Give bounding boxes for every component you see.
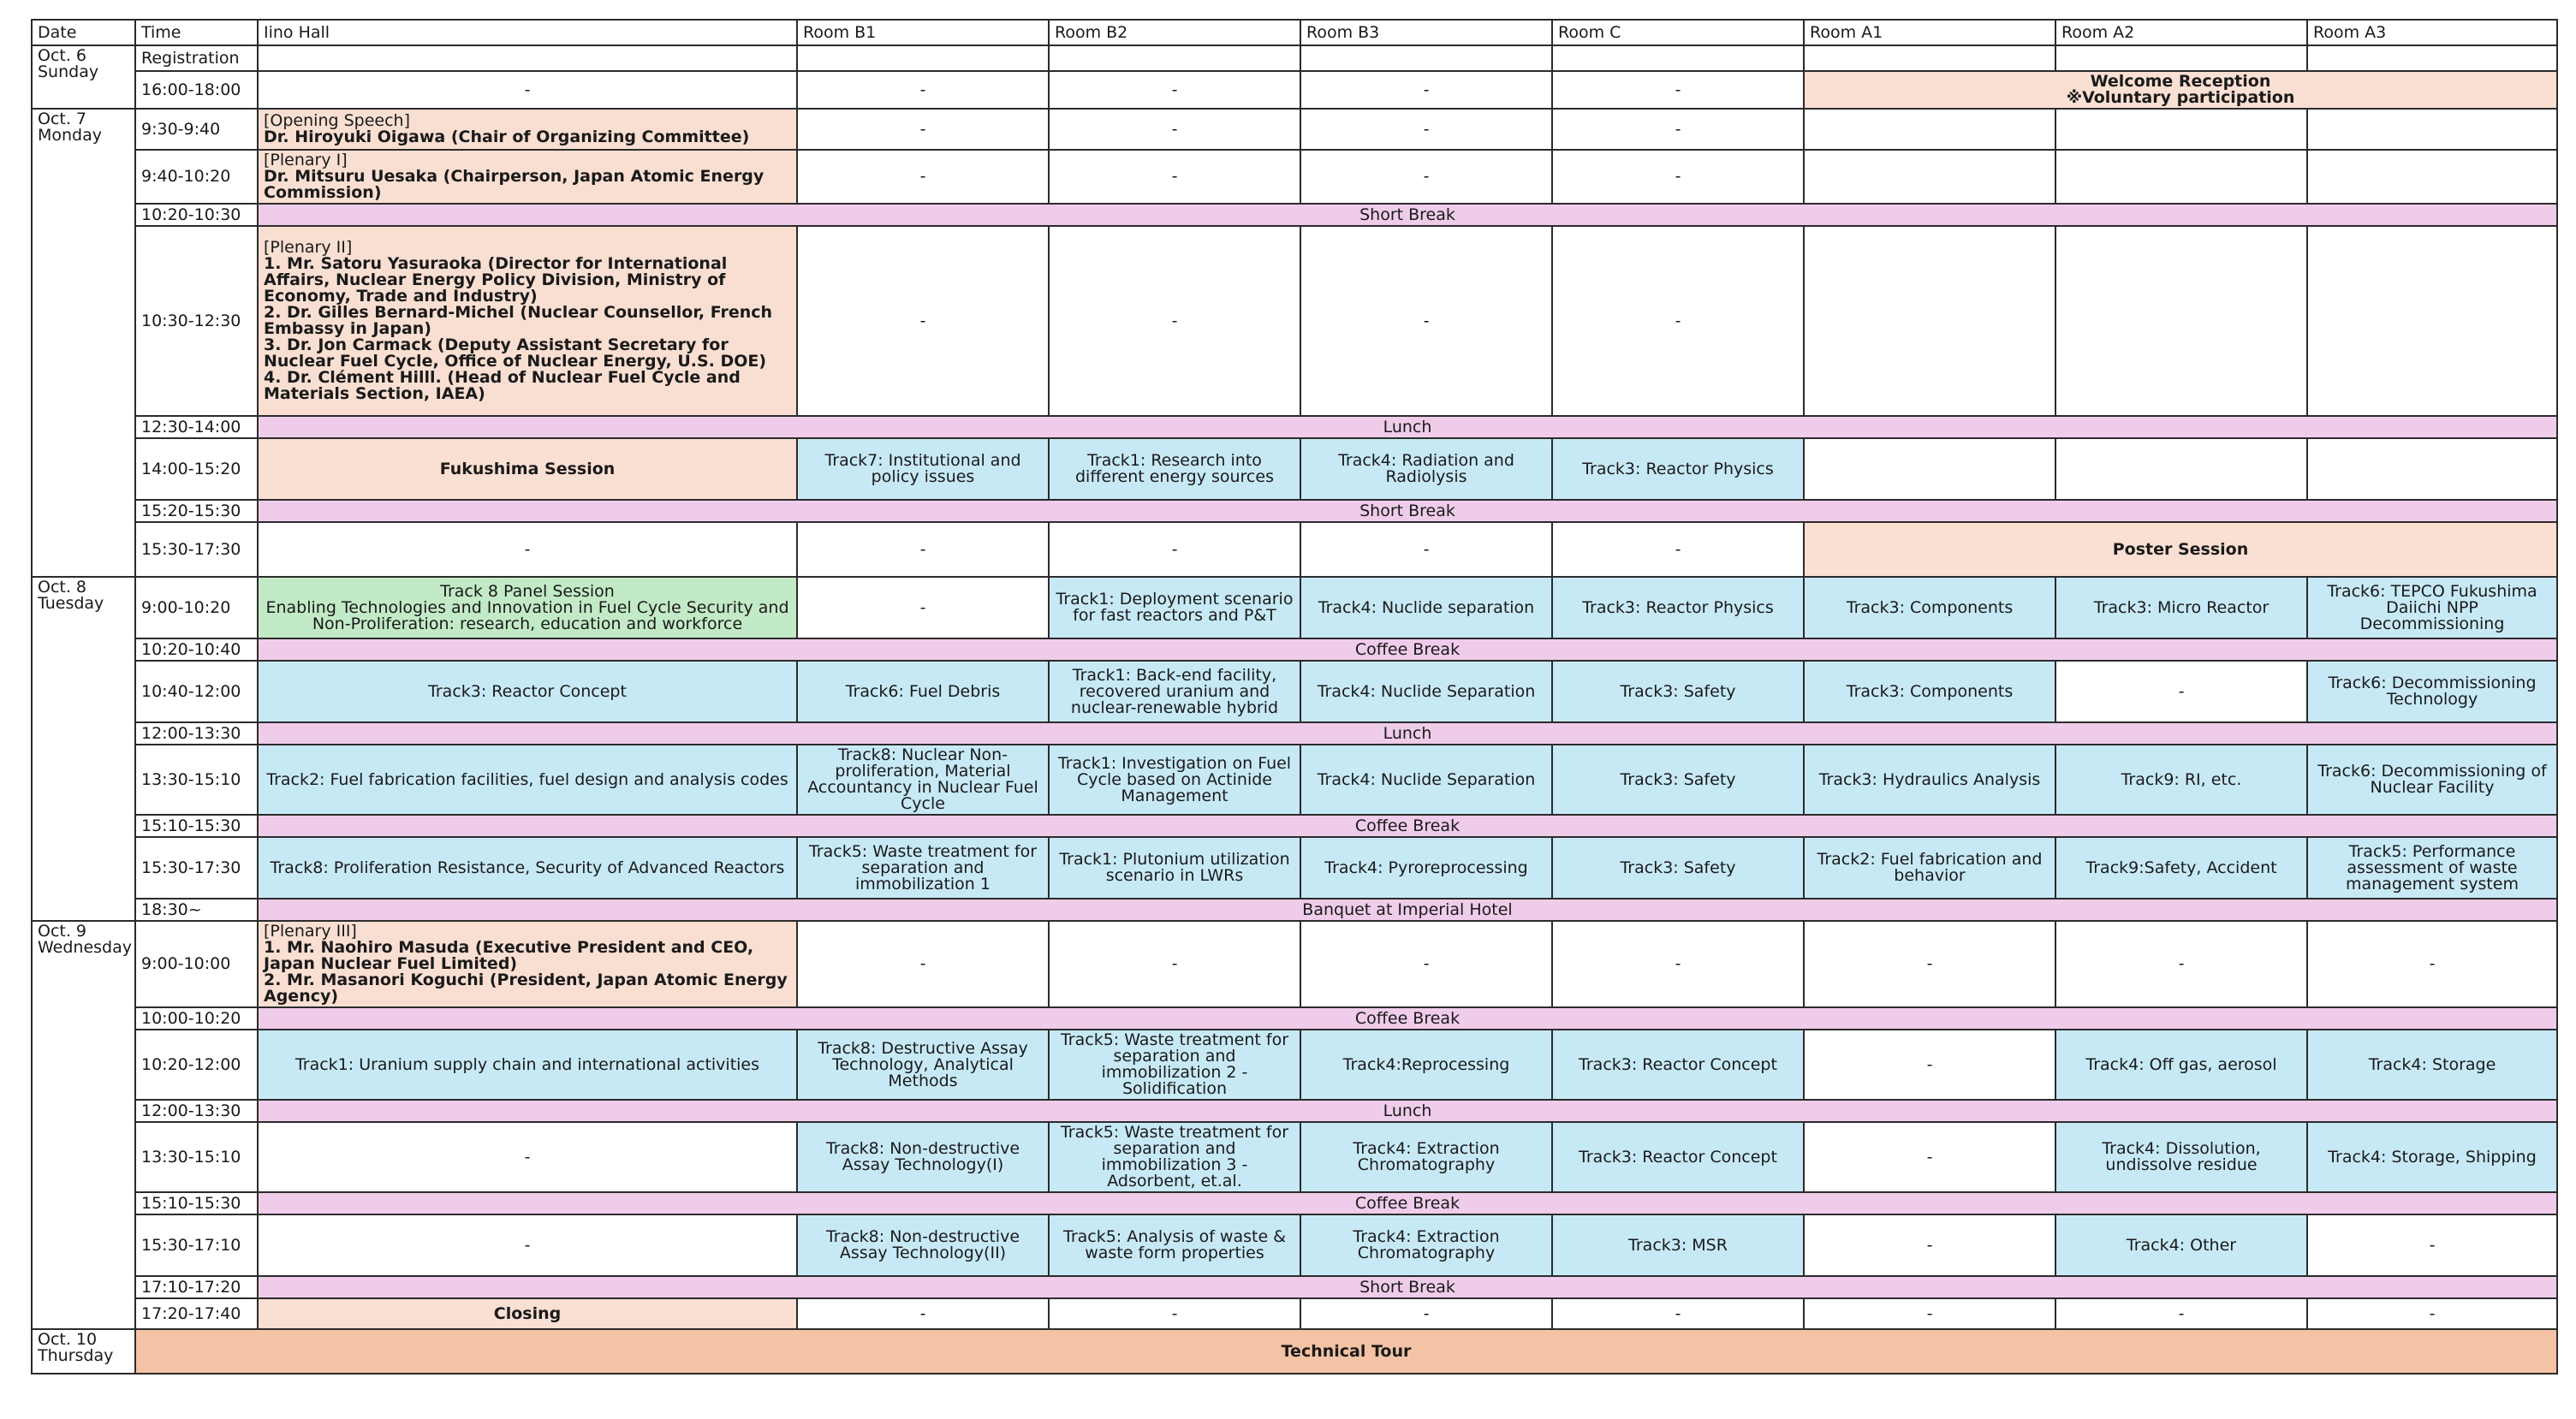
session-cell: Track3: Hydraulics Analysis — [1804, 745, 2055, 815]
session-cell: Track4: Extraction Chromatography — [1300, 1122, 1552, 1192]
time-cell: 12:00-13:30 — [135, 722, 258, 745]
session-cell: Track8: Non-destructive Assay Technology(II) — [797, 1214, 1049, 1276]
break-row-cell: Short Break — [258, 500, 2557, 522]
schedule-table — [31, 19, 2558, 1374]
time-cell: 12:30-14:00 — [135, 416, 258, 438]
header-row — [32, 20, 2557, 45]
date-cell: Oct. 9 Wednesday — [32, 921, 135, 1329]
session-cell: Track8: Non-destructive Assay Technology(I) — [797, 1122, 1049, 1192]
header-room-b2: Room B2 — [1049, 20, 1300, 45]
session-cell — [797, 45, 1049, 71]
time-cell: 16:00-18:00 — [135, 71, 258, 109]
session-cell: Track3: Components — [1804, 661, 2055, 722]
break-row-cell: Lunch — [258, 1100, 2557, 1122]
time-cell: 17:20-17:40 — [135, 1298, 258, 1329]
session-cell: Track3: Reactor Concept — [1552, 1122, 1804, 1192]
table-row — [32, 815, 2557, 837]
plenary-title: [Opening Speech] — [264, 111, 410, 130]
header-room-a2: Room A2 — [2055, 20, 2307, 45]
session-cell: - — [1804, 1030, 2055, 1100]
session-cell: - — [797, 150, 1049, 204]
session-cell: Track5: Waste treatment for separation and immobilization 2 - Solidification — [1049, 1030, 1300, 1100]
session-cell — [1300, 45, 1552, 71]
session-cell: Track1: Deployment scenario for fast reactors and P&T — [1049, 577, 1300, 638]
time-cell: 10:00-10:20 — [135, 1007, 258, 1030]
break-row-cell: Coffee Break — [258, 815, 2557, 837]
table-row — [32, 438, 2557, 500]
session-cell: Track8: Nuclear Non-proliferation, Material Accountancy in Nuclear Fuel Cycle — [797, 745, 1049, 815]
table-row — [32, 150, 2557, 204]
table-row — [32, 638, 2557, 661]
session-cell: Track4: Nuclide separation — [1300, 577, 1552, 638]
session-cell: - — [1300, 522, 1552, 577]
session-cell — [1804, 109, 2055, 150]
plenary-speakers: Dr. Hiroyuki Oigawa (Chair of Organizing Committee) — [264, 128, 750, 146]
session-cell: Track4: Nuclide Separation — [1300, 745, 1552, 815]
session-cell: Track9:Safety, Accident — [2055, 837, 2307, 899]
time-cell: 18:30~ — [135, 899, 258, 921]
session-cell: Track8: Proliferation Resistance, Security of Advanced Reactors — [258, 837, 797, 899]
break-row-cell: Short Break — [258, 1276, 2557, 1298]
plenary-cell — [258, 226, 797, 416]
session-cell — [2307, 109, 2557, 150]
session-cell: Closing — [258, 1298, 797, 1329]
table-row — [32, 661, 2557, 722]
session-cell: Track2: Fuel fabrication and behavior — [1804, 837, 2055, 899]
time-cell: 14:00-15:20 — [135, 438, 258, 500]
time-cell: 15:30-17:30 — [135, 522, 258, 577]
break-row-cell: Short Break — [258, 204, 2557, 226]
header-room-b1: Room B1 — [797, 20, 1049, 45]
session-cell: Track5: Waste treatment for separation and immobilization 3 - Adsorbent, et.al. — [1049, 1122, 1300, 1192]
date-cell: Oct. 6 Sunday — [32, 45, 135, 109]
header-room-c: Room C — [1552, 20, 1804, 45]
session-cell: - — [1552, 150, 1804, 204]
plenary-speakers: Dr. Mitsuru Uesaka (Chairperson, Japan Atomic Energy Commission) — [264, 167, 764, 202]
session-cell — [2055, 226, 2307, 416]
session-cell: - — [1300, 226, 1552, 416]
session-cell: Track3: MSR — [1552, 1214, 1804, 1276]
session-cell: Track3: Reactor Concept — [258, 661, 797, 722]
session-cell — [1804, 226, 2055, 416]
plenary-cell — [258, 109, 797, 150]
session-cell: - — [1049, 226, 1300, 416]
time-cell: 10:40-12:00 — [135, 661, 258, 722]
time-cell: 17:10-17:20 — [135, 1276, 258, 1298]
time-cell: 15:10-15:30 — [135, 1192, 258, 1214]
time-cell: 9:00-10:20 — [135, 577, 258, 638]
session-cell: - — [1552, 921, 1804, 1007]
session-cell: - — [797, 71, 1049, 109]
session-cell: Track6: Decommissioning of Nuclear Facility — [2307, 745, 2557, 815]
session-cell: - — [1552, 226, 1804, 416]
time-cell: 9:40-10:20 — [135, 150, 258, 204]
session-cell: Track6: Decommissioning Technology — [2307, 661, 2557, 722]
session-cell: - — [258, 522, 797, 577]
schedule-body — [32, 45, 2557, 1374]
break-row-cell: Banquet at Imperial Hotel — [258, 899, 2557, 921]
session-cell: - — [797, 226, 1049, 416]
time-cell: 10:30-12:30 — [135, 226, 258, 416]
session-cell: - — [1300, 150, 1552, 204]
session-cell: Track4: Pyroreprocessing — [1300, 837, 1552, 899]
time-cell: 13:30-15:10 — [135, 745, 258, 815]
session-cell: - — [2307, 1214, 2557, 1276]
table-row — [32, 745, 2557, 815]
header-room-b3: Room B3 — [1300, 20, 1552, 45]
session-cell: - — [258, 1122, 797, 1192]
table-row — [32, 1276, 2557, 1298]
session-cell: Track8: Destructive Assay Technology, Analytical Methods — [797, 1030, 1049, 1100]
session-cell: Track1: Research into different energy sources — [1049, 438, 1300, 500]
table-row — [32, 1030, 2557, 1100]
session-cell: - — [797, 577, 1049, 638]
time-cell: 10:20-10:30 — [135, 204, 258, 226]
table-row — [32, 226, 2557, 416]
table-row — [32, 1329, 2557, 1374]
session-cell: - — [1804, 1214, 2055, 1276]
plenary-title: [Plenary I] — [264, 151, 348, 169]
session-cell — [2307, 226, 2557, 416]
time-cell: 15:10-15:30 — [135, 815, 258, 837]
session-cell: - — [1552, 522, 1804, 577]
session-cell: - — [1049, 1298, 1300, 1329]
session-cell: Track3: Components — [1804, 577, 2055, 638]
session-cell: Track9: RI, etc. — [2055, 745, 2307, 815]
break-row-cell: Lunch — [258, 722, 2557, 745]
header-room-a1: Room A1 — [1804, 20, 2055, 45]
session-cell: - — [1049, 150, 1300, 204]
session-cell: Track3: Reactor Physics — [1552, 577, 1804, 638]
time-cell: 9:30-9:40 — [135, 109, 258, 150]
date-cell: Oct. 8 Tuesday — [32, 577, 135, 921]
plenary-title: [Plenary III] — [264, 922, 357, 941]
session-cell: Track3: Reactor Concept — [1552, 1030, 1804, 1100]
break-row-cell: Coffee Break — [258, 1007, 2557, 1030]
header-room-a3: Room A3 — [2307, 20, 2557, 45]
table-row — [32, 71, 2557, 109]
session-cell: - — [1049, 109, 1300, 150]
session-cell: - — [1804, 1298, 2055, 1329]
session-cell: Track2: Fuel fabrication facilities, fuel design and analysis codes — [258, 745, 797, 815]
session-cell: Track7: Institutional and policy issues — [797, 438, 1049, 500]
session-cell: - — [1552, 109, 1804, 150]
table-row — [32, 1214, 2557, 1276]
table-row — [32, 109, 2557, 150]
session-cell: - — [258, 1214, 797, 1276]
session-cell — [2307, 45, 2557, 71]
session-cell — [2055, 109, 2307, 150]
break-row-cell: Coffee Break — [258, 638, 2557, 661]
session-cell — [258, 45, 797, 71]
session-cell — [2055, 150, 2307, 204]
time-cell: 12:00-13:30 — [135, 1100, 258, 1122]
session-cell: - — [1049, 522, 1300, 577]
session-cell: Track 8 Panel Session Enabling Technologies and Innovation in Fuel Cycle Security and Non-Proliferation: research, education and workforce — [258, 577, 797, 638]
session-cell: Track4: Nuclide Separation — [1300, 661, 1552, 722]
session-cell: Track5: Waste treatment for separation and immobilization 1 — [797, 837, 1049, 899]
session-cell: Track5: Performance assessment of waste management system — [2307, 837, 2557, 899]
session-cell: Fukushima Session — [258, 438, 797, 500]
session-cell: - — [797, 109, 1049, 150]
table-row — [32, 416, 2557, 438]
session-cell: - — [258, 71, 797, 109]
session-cell: Track1: Uranium supply chain and international activities — [258, 1030, 797, 1100]
table-row — [32, 500, 2557, 522]
time-cell: 10:20-10:40 — [135, 638, 258, 661]
time-cell: 10:20-12:00 — [135, 1030, 258, 1100]
session-cell: - — [1552, 71, 1804, 109]
session-cell: - — [2307, 1298, 2557, 1329]
plenary-title: [Plenary II] — [264, 238, 353, 257]
session-cell: Track5: Analysis of waste & waste form properties — [1049, 1214, 1300, 1276]
session-cell: Track3: Safety — [1552, 837, 1804, 899]
session-cell: Track4: Other — [2055, 1214, 2307, 1276]
session-cell: - — [1804, 921, 2055, 1007]
session-cell — [2307, 150, 2557, 204]
table-row — [32, 1007, 2557, 1030]
session-cell: Track6: Fuel Debris — [797, 661, 1049, 722]
table-row — [32, 722, 2557, 745]
session-cell: - — [2055, 661, 2307, 722]
session-cell: Track3: Safety — [1552, 661, 1804, 722]
plenary-cell — [258, 150, 797, 204]
session-cell — [1049, 45, 1300, 71]
session-cell: - — [797, 1298, 1049, 1329]
header-iino-hall: Iino Hall — [258, 20, 797, 45]
break-row-cell: Coffee Break — [258, 1192, 2557, 1214]
table-row — [32, 837, 2557, 899]
header-date: Date — [32, 20, 135, 45]
session-cell — [1804, 45, 2055, 71]
session-cell: - — [1049, 921, 1300, 1007]
session-cell: Track1: Investigation on Fuel Cycle based on Actinide Management — [1049, 745, 1300, 815]
session-cell: - — [797, 522, 1049, 577]
session-cell: Track1: Back-end facility, recovered uranium and nuclear-renewable hybrid — [1049, 661, 1300, 722]
time-cell: 13:30-15:10 — [135, 1122, 258, 1192]
table-row — [32, 921, 2557, 1007]
table-row — [32, 577, 2557, 638]
session-cell: Track3: Micro Reactor — [2055, 577, 2307, 638]
table-row — [32, 1298, 2557, 1329]
session-cell: - — [1049, 71, 1300, 109]
time-cell: 15:30-17:30 — [135, 837, 258, 899]
session-cell: Track4: Off gas, aerosol — [2055, 1030, 2307, 1100]
table-row — [32, 45, 2557, 71]
session-cell: Track6: TEPCO Fukushima Daiichi NPP Decommissioning — [2307, 577, 2557, 638]
session-cell: - — [1300, 1298, 1552, 1329]
session-cell: Track4:Reprocessing — [1300, 1030, 1552, 1100]
session-cell: - — [1300, 71, 1552, 109]
session-cell: Track4: Extraction Chromatography — [1300, 1214, 1552, 1276]
session-cell: - — [1804, 1122, 2055, 1192]
session-cell: Welcome Reception ※Voluntary participation — [1804, 71, 2557, 109]
plenary-cell — [258, 921, 797, 1007]
session-cell: Track3: Reactor Physics — [1552, 438, 1804, 500]
date-cell: Oct. 7 Monday — [32, 109, 135, 577]
date-cell: Oct. 10 Thursday — [32, 1329, 135, 1374]
session-cell: - — [2055, 1298, 2307, 1329]
table-row — [32, 899, 2557, 921]
session-cell: Track4: Storage, Shipping — [2307, 1122, 2557, 1192]
session-cell — [2055, 45, 2307, 71]
session-cell: - — [2055, 921, 2307, 1007]
session-cell: Track1: Plutonium utilization scenario in LWRs — [1049, 837, 1300, 899]
session-cell: - — [797, 921, 1049, 1007]
time-cell: 9:00-10:00 — [135, 921, 258, 1007]
time-cell: 15:30-17:10 — [135, 1214, 258, 1276]
plenary-speakers: 1. Mr. Naohiro Masuda (Executive President and CEO, Japan Nuclear Fuel Limited) 2. Mr. Masanori Koguchi (President, Japan Atomic Energy Agency) — [264, 938, 788, 1006]
session-cell — [1804, 150, 2055, 204]
break-row-cell: Lunch — [258, 416, 2557, 438]
session-cell: Poster Session — [1804, 522, 2557, 577]
table-row — [32, 1100, 2557, 1122]
plenary-speakers: 1. Mr. Satoru Yasuraoka (Director for International Affairs, Nuclear Energy Policy Division, Ministry of Economy, Trade and Industry) 2. Dr. Gilles Bernard-Michel (Nuclear Counsellor, French Embassy in Japan) 3. Dr. Jon Carmack (Deputy Assistant Secretary for Nuclear Fuel Cycle, Office of Nuclear Energy, U.S. DOE) 4. Dr. Clément Hilll. (Head of Nuclear Fuel Cycle and Materials Section, IAEA) — [264, 254, 773, 403]
session-cell: Track4: Dissolution, undissolve residue — [2055, 1122, 2307, 1192]
session-cell — [2055, 438, 2307, 500]
session-cell: Track4: Radiation and Radiolysis — [1300, 438, 1552, 500]
time-cell: 15:20-15:30 — [135, 500, 258, 522]
session-cell: - — [2307, 921, 2557, 1007]
session-cell: - — [1552, 1298, 1804, 1329]
header-time: Time — [135, 20, 258, 45]
time-cell: Registration — [135, 45, 258, 71]
table-row — [32, 1122, 2557, 1192]
session-cell: Track3: Safety — [1552, 745, 1804, 815]
session-cell — [2307, 438, 2557, 500]
session-cell: Track4: Storage — [2307, 1030, 2557, 1100]
session-cell: Technical Tour — [135, 1329, 2557, 1374]
session-cell — [1552, 45, 1804, 71]
table-row — [32, 204, 2557, 226]
session-cell: - — [1300, 921, 1552, 1007]
session-cell: - — [1300, 109, 1552, 150]
table-row — [32, 522, 2557, 577]
session-cell — [1804, 438, 2055, 500]
table-row — [32, 1192, 2557, 1214]
